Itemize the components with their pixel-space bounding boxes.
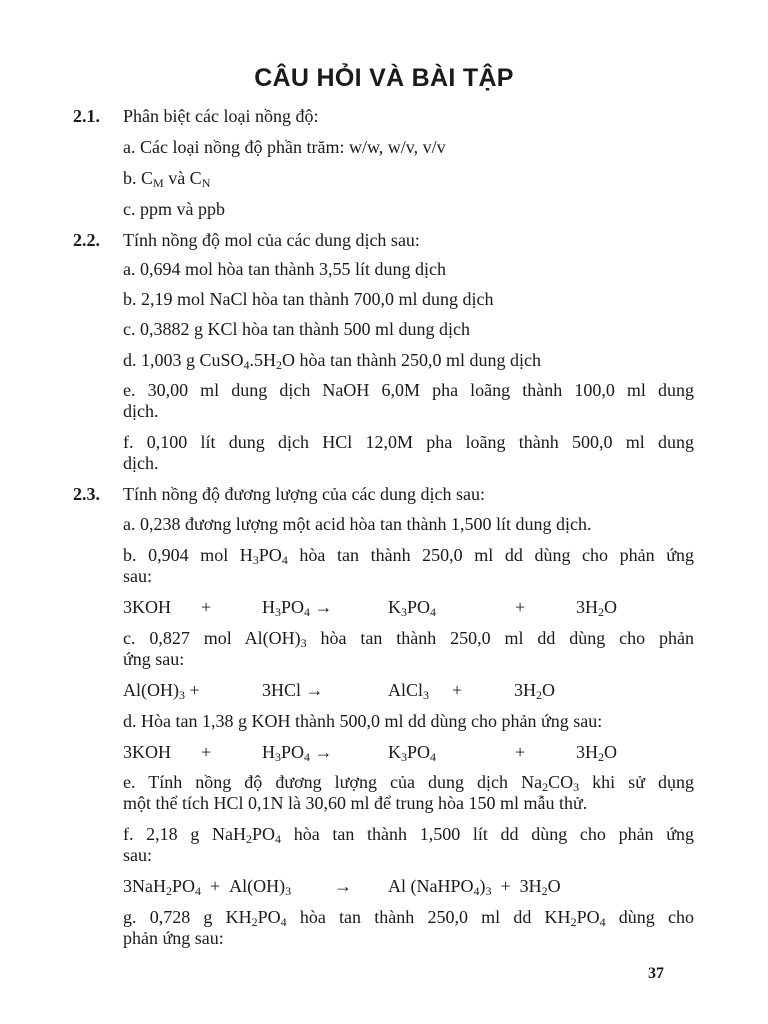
- item-d: d. Hòa tan 1,38 g KOH thành 500,0 ml dd dùng cho phản ứng sau:: [123, 711, 603, 731]
- item-a: a. 0,694 mol hòa tan thành 3,55 lít dung dịch: [123, 259, 446, 279]
- item-c: c. ppm và ppb: [123, 199, 225, 219]
- question-number: 2.1.: [73, 106, 100, 126]
- item-a: a. 0,238 đương lượng một acid hòa tan thành 1,500 lít dung dịch.: [123, 514, 592, 534]
- page-title: CÂU HỎI VÀ BÀI TẬP: [254, 64, 514, 92]
- item-a: a. Các loại nồng độ phần trăm: w/w, w/v, v/v: [123, 137, 446, 157]
- item-c: c. 0,3882 g KCl hòa tan thành 500 ml dung dịch: [123, 319, 470, 339]
- item-b: b. $C_M$ và $C_N$: [123, 168, 211, 190]
- question-text: Tính nồng độ mol của các dung dịch sau:: [123, 230, 420, 250]
- item-f-line1: f. 2,18 g $NaH_2PO_4$ hòa tan thành 1,500 lít dd dùng cho phản ứng: [123, 824, 694, 846]
- question-text: Tính nồng độ đương lượng của các dung dịch sau:: [123, 484, 485, 504]
- item-d: d. 1,003 g $CuSO_4.5H_2O$ hòa tan thành 250,0 ml dung dịch: [123, 350, 541, 372]
- item-f-line2: sau:: [123, 845, 152, 865]
- item-c-line2: ứng sau:: [123, 649, 185, 669]
- page-number: 37: [648, 965, 664, 982]
- item-f-line1: f. 0,100 lít dung dịch HCl 12,0M pha loãng thành 500,0 ml dung: [123, 432, 694, 452]
- question-number: 2.3.: [73, 484, 100, 504]
- item-c-line1: c. 0,827 mol $Al(OH)_3$ hòa tan thành 250,0 ml dd dùng cho phản: [123, 628, 694, 650]
- item-b-line2: sau:: [123, 566, 152, 586]
- question-number: 2.2.: [73, 230, 100, 250]
- item-f-line2: dịch.: [123, 453, 159, 473]
- item-e-line2: một thể tích HCl 0,1N là 30,60 ml để trung hòa 150 ml mẫu thử.: [123, 793, 588, 813]
- item-b-line1: b. 0,904 mol $H_3PO_4$ hòa tan thành 250,0 ml dd dùng cho phản ứng: [123, 545, 694, 567]
- item-e-line1: e. 30,00 ml dung dịch NaOH 6,0M pha loãng thành 100,0 ml dung: [123, 380, 694, 400]
- item-b: b. 2,19 mol NaCl hòa tan thành 700,0 ml dung dịch: [123, 289, 494, 309]
- item-g-line2: phản ứng sau:: [123, 928, 224, 948]
- question-text: Phân biệt các loại nồng độ:: [123, 106, 319, 126]
- item-e-line2: dịch.: [123, 401, 159, 421]
- item-e-line1: e. Tính nồng độ đương lượng của dung dịch $Na_2CO_3$ khi sử dụng: [123, 772, 694, 794]
- item-g-line1: g. 0,728 g $KH_2PO_4$ hòa tan thành 250,0 ml dd $KH_2PO_4$ dùng cho: [123, 907, 694, 929]
